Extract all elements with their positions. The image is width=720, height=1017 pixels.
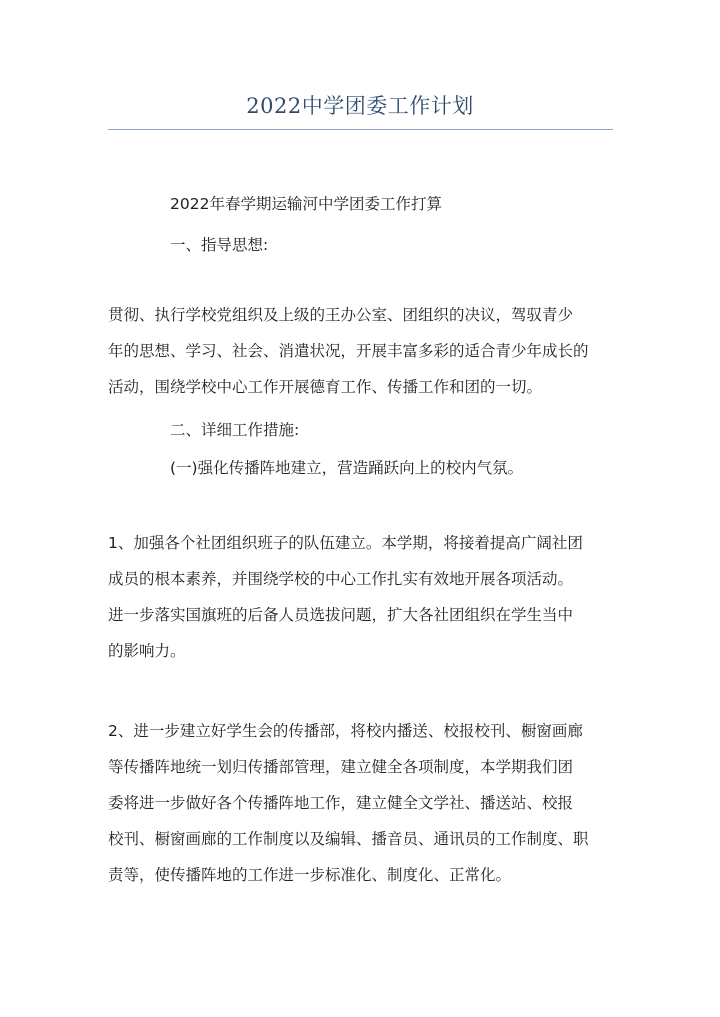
plan-subtitle: 2022年春学期运输河中学团委工作打算 — [170, 195, 442, 213]
section1-line: 活动，围绕学校中心工作开展德育工作、传播工作和团的一切。 — [108, 378, 543, 396]
section1-heading: 一、指导思想: — [170, 236, 269, 254]
title-underline — [108, 129, 613, 130]
item2-line: 委将进一步做好各个传播阵地工作，建立健全文学社、播送站、校报 — [108, 794, 574, 812]
item1-line: 的影响力。 — [108, 642, 186, 660]
item2-line: 2、进一步建立好学生会的传播部，将校内播送、校报校刊、橱窗画廊 — [108, 722, 583, 740]
item1-line: 进一步落实国旗班的后备人员选拔问题，扩大各社团组织在学生当中 — [108, 606, 574, 624]
item1-line: 成员的根本素养，并围绕学校的中心工作扎实有效地开展各项活动。 — [108, 570, 574, 588]
document-title: 2022中学团委工作计划 — [246, 94, 474, 118]
item2-paragraph — [108, 713, 613, 893]
section1-line: 贯彻、执行学校党组织及上级的王办公室、团组织的决议，驾驭青少 — [108, 306, 574, 324]
section1-line: 年的思想、学习、社会、消遣状况，开展丰富多彩的适合青少年成长的 — [108, 342, 589, 360]
item2-line: 等传播阵地统一划归传播部管理，建立健全各项制度，本学期我们团 — [108, 758, 574, 776]
item2-line: 责等，使传播阵地的工作进一步标准化、制度化、正常化。 — [108, 866, 512, 884]
item2-line: 校刊、橱窗画廊的工作制度以及编辑、播音员、通讯员的工作制度、职 — [108, 830, 589, 848]
item1-paragraph — [108, 525, 613, 669]
section2-subheading: (一)强化传播阵地建立，营造踊跃向上的校内气氛。 — [170, 459, 524, 477]
section1-body — [108, 297, 613, 405]
section2-heading: 二、详细工作措施: — [170, 421, 300, 439]
item1-line: 1、加强各个社团组织班子的队伍建立。本学期，将接着提高广阔社团 — [108, 534, 583, 552]
